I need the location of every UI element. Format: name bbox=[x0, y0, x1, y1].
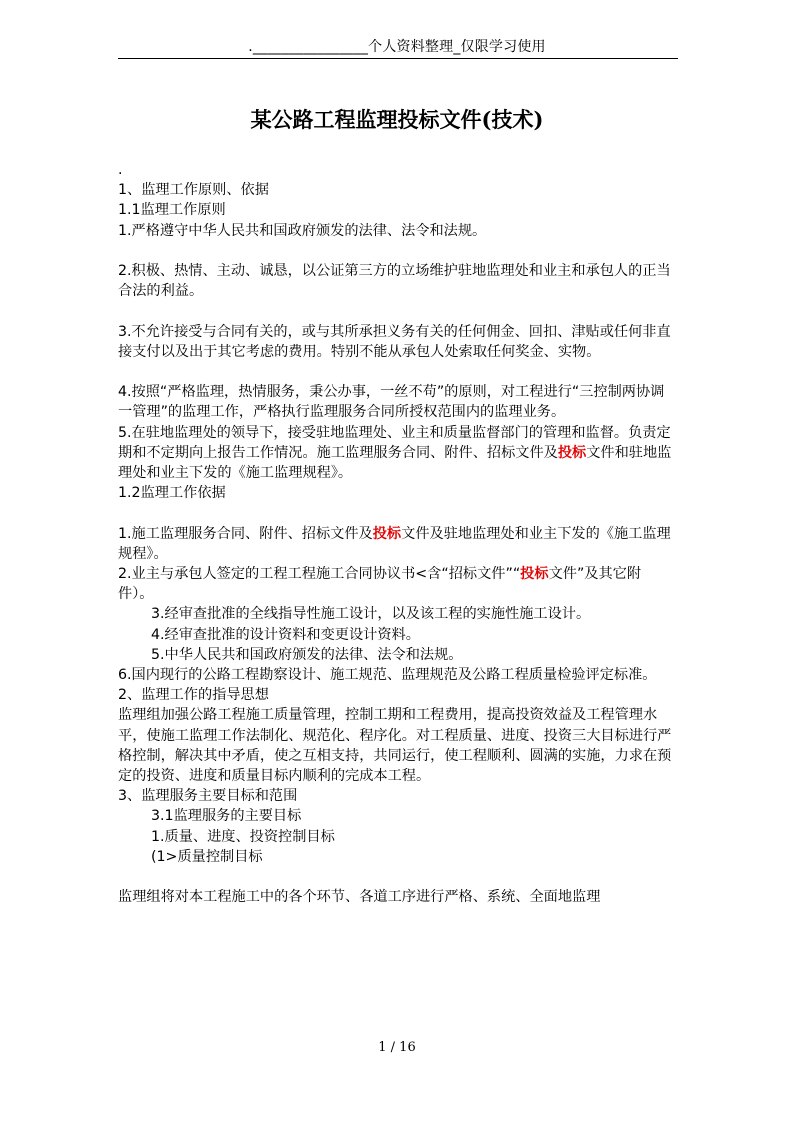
list-item: (1>质量控制目标 bbox=[151, 848, 263, 865]
paragraph: 1.严格遵守中华人民共和国政府颁发的法律、法令和法规。 bbox=[118, 222, 487, 239]
list-item: 6.国内现行的公路工程勘察设计、施工规范、监理规范及公路工程质量检验评定标准。 bbox=[118, 667, 657, 684]
text-run: 5.在驻地监理处的领导下，接受驻地监理处、业主和质量监督部门的管理和监督。负责定期和不定期向上报告工作情况。施工监理服务合同、附件、招标文件及 bbox=[118, 424, 671, 461]
document-title: 某公路工程监理投标文件(技术) bbox=[250, 107, 544, 132]
page-number: 1 / 16 bbox=[378, 1040, 416, 1055]
paragraph: 监理组加强公路工程施工质量管理，控制工期和工程费用，提高投资效益及工程管理水平，使施工监理工作法制化、规范化、程序化。对工程质量、进度、投资三大目标进行严格控制，解决其中矛盾，使之互相支持，共同运行，使工程顺利、圆满的实施，力求在预定的投资、进度和质量目标内顺利的完成本工程。 bbox=[118, 707, 672, 785]
text-run: 文件及驻地监理处和业主下发的《施工监理规程》。 bbox=[118, 525, 671, 562]
page-header: .________________个人资料整理_仅限学习使用 bbox=[248, 39, 546, 55]
highlight-text: 投标 bbox=[557, 444, 587, 461]
paragraph: 监理组将对本工程施工中的各个环节、各道工序进行严格、系统、全面地监理 bbox=[118, 889, 601, 906]
paragraph bbox=[118, 423, 674, 484]
text-run: 2.业主与承包人签定的工程工程施工合同协议书<含“招标文件”“ bbox=[118, 566, 521, 582]
paragraph: 3.不允许接受与合同有关的，或与其所承担义务有关的任何佣金、回扣、津贴或任何非直接支付以及出于其它考虑的费用。特别不能从承包人处索取任何奖金、实物。 bbox=[118, 323, 671, 360]
list-item bbox=[118, 564, 674, 604]
list-item: 3.经审查批准的全线指导性施工设计，以及该工程的实施性施工设计。 bbox=[151, 606, 591, 623]
subsection-heading: 1.1监理工作原则 bbox=[118, 202, 226, 219]
list-item bbox=[118, 524, 674, 564]
spacer bbox=[118, 362, 674, 382]
spacer bbox=[118, 301, 674, 321]
text-run: 1.施工监理服务合同、附件、招标文件及 bbox=[118, 525, 373, 542]
list-item: 5.中华人民共和国政府颁发的法律、法令和法规。 bbox=[151, 646, 463, 663]
section-heading: 2、监理工作的指导思想 bbox=[118, 687, 269, 704]
list-item: 1.质量、进度、投资控制目标 bbox=[151, 828, 335, 845]
highlight-text: 投标 bbox=[520, 566, 549, 582]
spacer bbox=[118, 241, 674, 261]
header-rule bbox=[118, 58, 678, 59]
paragraph: 2.积极、热情、主动、诚恳，以公证第三方的立场维护驻地监理处和业主和承包人的正当合法的利益。 bbox=[118, 263, 671, 300]
paragraph: 4.按照“严格监理，热情服务，秉公办事，一丝不苟”的原则，对工程进行“三控制两协调一管理”的监理工作，严格执行监理服务合同所授权范围内的监理业务。 bbox=[118, 384, 665, 421]
section-heading: 1、监理工作原则、依据 bbox=[118, 182, 269, 199]
document-body bbox=[118, 160, 674, 907]
leading-dot: . bbox=[118, 162, 123, 178]
highlight-text: 投标 bbox=[372, 525, 402, 542]
subsection-heading: 1.2监理工作依据 bbox=[118, 485, 226, 502]
list-item: 4.经审查批准的设计资料和变更设计资料。 bbox=[151, 626, 420, 643]
text-run: 文件”及其它附件）。 bbox=[118, 566, 642, 603]
section-heading: 3、监理服务主要目标和范围 bbox=[118, 788, 298, 805]
spacer bbox=[118, 867, 674, 887]
subsection-heading: 3.1监理服务的主要目标 bbox=[151, 808, 302, 825]
text-run: 文件和驻地监理处和业主下发的《施工监理规程》。 bbox=[118, 444, 672, 481]
spacer bbox=[118, 503, 674, 523]
